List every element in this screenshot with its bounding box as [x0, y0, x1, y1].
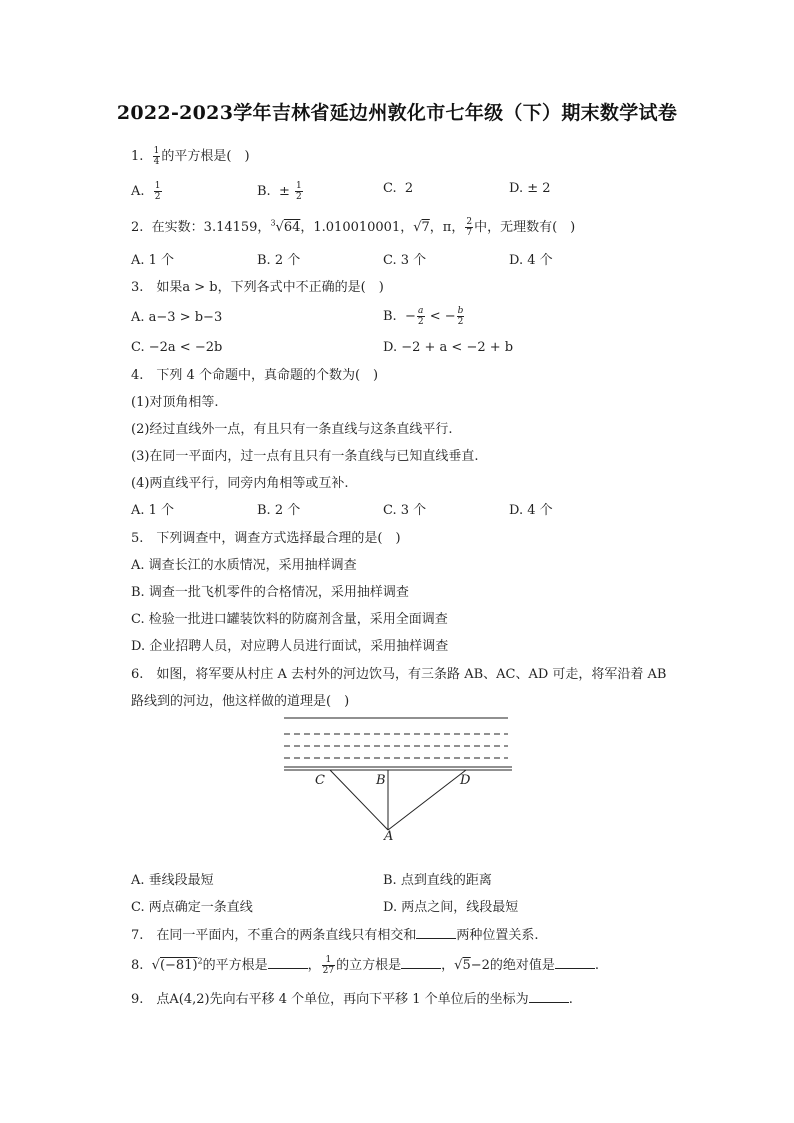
question-2-stem: 2. 在实数：3.14159，$^3$√64，1.010010001，√7，π， $\frac{2}{7}$ 中，无理数有( ): [131, 217, 576, 238]
q5-option-a: A. 调查长江的水质情况，采用抽样调查: [131, 558, 357, 573]
q4-option-a: A. 1 个: [131, 503, 175, 518]
q6-option-d: D. 两点之间，线段最短: [383, 900, 519, 915]
q1-option-c: C. 2: [383, 181, 414, 196]
q4-statement-3: (3)在同一平面内，过一点有且只有一条直线与已知直线垂直.: [131, 449, 479, 464]
question-6-stem-line2: 路线到的河边，他这样做的道理是( ): [131, 694, 350, 709]
q2-option-b: B. 2 个: [257, 253, 301, 268]
q1-option-a: A. $\frac{1}{2}$: [131, 181, 161, 202]
point-a-label: A: [384, 829, 394, 844]
q3-option-b: B. − $\frac{a}{2}$ < − $\frac{b}{2}$: [383, 306, 464, 327]
q4-option-d: D. 4 个: [509, 503, 553, 518]
q3-option-a: A. a−3 > b−3: [131, 310, 223, 325]
question-6-stem-line1: 6. 如图，将军要从村庄 A 去村外的河边饮马，有三条路 AB、AC、AD 可走，将军沿着 AB: [131, 667, 667, 682]
q4-statement-2: (2)经过直线外一点，有且只有一条直线与这条直线平行.: [131, 422, 453, 437]
point-d-label: D: [460, 773, 471, 788]
q6-option-a: A. 垂线段最短: [131, 873, 214, 888]
q2-option-a: A. 1 个: [131, 253, 175, 268]
q5-option-d: D. 企业招聘人员，对应聘人员进行面试，采用抽样调查: [131, 639, 449, 654]
q4-statement-4: (4)两直线平行，同旁内角相等或互补.: [131, 476, 349, 491]
q4-statement-1: (1)对顶角相等.: [131, 395, 219, 410]
question-8: 8. $√(-81)^2$的平方根是 ， $\frac{1}{27}$ 的立方根是 ，√5−2的绝对值是 .: [131, 955, 600, 976]
q1-option-b: B. ± $\frac{1}{2}$: [257, 181, 302, 202]
q5-option-c: C. 检验一批进口罐装饮料的防腐剂含量，采用全面调查: [131, 612, 448, 627]
q4-option-c: C. 3 个: [383, 503, 427, 518]
q3-option-d: D. −2 + a < −2 + b: [383, 340, 514, 355]
question-1-stem: 1. $\frac{1}{4}$ 的平方根是( ): [131, 146, 250, 167]
question-9: 9. 点A(4,2)先向右平移 4 个单位，再向下平移 1 个单位后的坐标为 .: [131, 992, 573, 1007]
q6-option-c: C. 两点确定一条直线: [131, 900, 253, 915]
q2-option-c: C. 3 个: [383, 253, 427, 268]
question-3-stem: 3. 如果a > b，下列各式中不正确的是( ): [131, 280, 384, 295]
answer-blank[interactable]: [416, 926, 456, 939]
river-figure: [270, 710, 530, 850]
point-c-label: C: [315, 773, 325, 788]
q2-option-d: D. 4 个: [509, 253, 553, 268]
q5-option-b: B. 调查一批飞机零件的合格情况，采用抽样调查: [131, 585, 409, 600]
answer-blank[interactable]: [555, 956, 595, 969]
q6-option-b: B. 点到直线的距离: [383, 873, 492, 888]
answer-blank[interactable]: [268, 956, 308, 969]
question-5-stem: 5. 下列调查中，调查方式选择最合理的是( ): [131, 531, 401, 546]
q3-option-c: C. −2a < −2b: [131, 340, 223, 355]
path-ad: [388, 770, 466, 830]
q1-option-d: D. ± 2: [509, 181, 551, 196]
fraction: $\frac{1}{4}$: [153, 146, 160, 167]
q4-option-b: B. 2 个: [257, 503, 301, 518]
exam-title: 2022-2023学年吉林省延边州敦化市七年级（下）期末数学试卷: [116, 102, 678, 124]
question-4-stem: 4. 下列 4 个命题中，真命题的个数为( ): [131, 368, 379, 383]
answer-blank[interactable]: [401, 956, 441, 969]
point-b-label: B: [376, 773, 386, 788]
answer-blank[interactable]: [529, 990, 569, 1003]
question-7: 7. 在同一平面内，不重合的两条直线只有相交和 两种位置关系.: [131, 928, 539, 943]
